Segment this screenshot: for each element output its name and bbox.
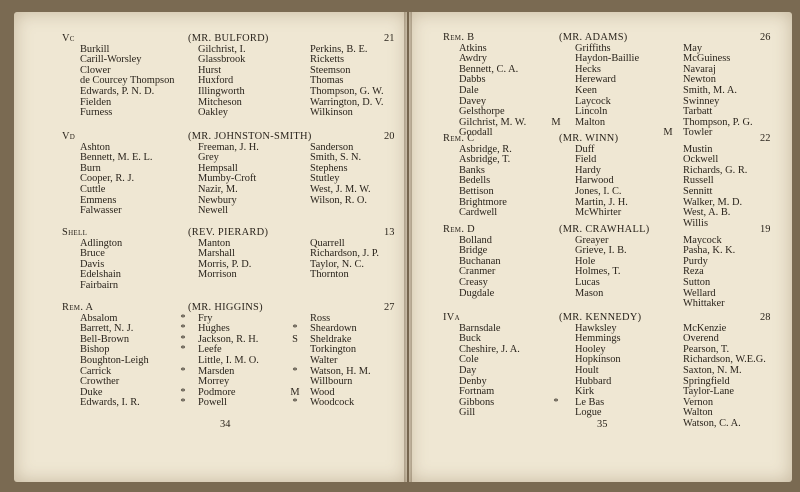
pupil-name: Saxton, N. M.: [683, 364, 742, 376]
pupil-name: Hoult: [575, 364, 599, 376]
pupil-name: Boughton-Leigh: [80, 354, 149, 366]
pupil-name: Richards, G. R.: [683, 164, 748, 176]
name-column: [575, 236, 627, 300]
form-name: Rem. D: [443, 224, 475, 235]
pupil-name: Oakley: [198, 107, 229, 119]
form-master: (MR. ADAMS): [559, 32, 628, 43]
name-column: [683, 324, 766, 430]
book-gutter: [404, 12, 412, 482]
pupil-name: Sheldrake: [310, 333, 352, 345]
name-column: [575, 145, 628, 219]
pupil-name: Fry: [198, 312, 213, 324]
pupil-name: Willis: [683, 217, 708, 229]
pupil-name: Fortnam: [459, 386, 495, 398]
pupil-name: Brightmore: [459, 196, 507, 208]
form-name: Rem. C: [443, 133, 475, 144]
pupil-name: Tarbatt: [683, 106, 713, 118]
pupil-name: Bell-Brown: [80, 333, 130, 345]
form-count: 19: [760, 224, 771, 235]
pupil-name: Hecks: [575, 63, 601, 75]
form-count: 22: [760, 133, 771, 144]
pupil-name: Bruce: [80, 248, 105, 260]
pupil-name: Leefe: [198, 344, 222, 356]
pupil-mark: *: [180, 323, 186, 335]
pupil-name: Newton: [683, 74, 716, 86]
pupil-name: Mustin: [683, 143, 713, 155]
pupil-name: Thomas: [310, 75, 344, 87]
form-master: (MR. KENNEDY): [559, 312, 642, 323]
name-column: [198, 239, 251, 281]
pupil-name: Richardson, W.E.G.: [683, 354, 766, 366]
name-column: [459, 324, 520, 419]
pupil-name: Reza: [683, 266, 704, 278]
form-master: (MR. WINN): [559, 133, 619, 144]
pupil-name: Gill: [459, 407, 476, 419]
pupil-name: Le Bas: [575, 396, 605, 408]
pupil-name: Freeman, J. H.: [198, 141, 259, 153]
name-column: [310, 45, 384, 119]
name-column: [80, 45, 174, 119]
pupil-name: Thompson, G. W.: [310, 85, 384, 97]
name-column: [575, 44, 639, 129]
pupil-name: West, A. B.: [683, 207, 731, 219]
pupil-name: Gilchrist, M. W.: [459, 116, 527, 128]
pupil-name: Wood: [310, 386, 335, 398]
pupil-name: Quarrell: [310, 237, 345, 249]
pupil-name: West, J. M. W.: [310, 183, 371, 195]
pupil-name: Cranmer: [459, 266, 496, 278]
pupil-name: Newbury: [198, 194, 237, 206]
pupil-mark: *: [180, 344, 186, 356]
pupil-name: Cuttle: [80, 183, 106, 195]
pupil-name: Hempsall: [198, 162, 238, 174]
name-column: [683, 145, 747, 230]
pupil-name: Malton: [575, 116, 606, 128]
pupil-name: Marsden: [198, 365, 235, 377]
pupil-name: Warrington, D. V.: [310, 96, 384, 108]
pupil-name: Whittaker: [683, 298, 725, 310]
pupil-name: Grey: [198, 152, 219, 164]
form-count: 28: [760, 312, 771, 323]
pupil-name: Hubbard: [575, 375, 612, 387]
pupil-name: Haydon-Baillie: [575, 53, 640, 65]
form-count: 27: [384, 302, 395, 313]
pupil-name: Jones, I. C.: [575, 185, 622, 197]
name-column: [459, 236, 501, 300]
pupil-name: Vernon: [683, 396, 714, 408]
pupil-name: Walton: [683, 407, 713, 419]
pupil-name: Hurst: [198, 64, 222, 76]
pupil-mark: *: [180, 386, 186, 398]
form-count: 13: [384, 227, 395, 238]
pupil-name: Jackson, R. H.: [198, 333, 259, 345]
pupil-name: Gibbons: [459, 396, 495, 408]
pupil-name: Hopkinson: [575, 354, 621, 366]
pupil-name: Edelshain: [80, 269, 121, 281]
pupil-name: Steemson: [310, 64, 351, 76]
pupil-name: Grieve, I. B.: [575, 245, 627, 257]
pupil-name: Hereward: [575, 74, 616, 86]
pupil-name: Hole: [575, 255, 596, 267]
pupil-name: Clower: [80, 64, 111, 76]
pupil-name: Carrick: [80, 365, 112, 377]
pupil-name: Field: [575, 154, 597, 166]
pupil-name: Smith, S. N.: [310, 152, 362, 164]
pupil-name: Cardwell: [459, 207, 498, 219]
pupil-name: Barrett, N. J.: [80, 323, 134, 335]
pupil-name: Dugdale: [459, 287, 495, 299]
pupil-name: Pearson, T.: [683, 343, 730, 355]
pupil-name: Davey: [459, 95, 487, 107]
pupil-name: Overend: [683, 333, 719, 345]
pupil-name: Ross: [310, 312, 331, 324]
pupil-name: Wellard: [683, 287, 716, 299]
pupil-name: Lucas: [575, 276, 600, 288]
pupil-name: Cheshire, J. A.: [459, 343, 520, 355]
pupil-name: Day: [459, 364, 477, 376]
form-master: (REV. PIERARD): [188, 227, 269, 238]
pupil-name: Griffiths: [575, 42, 611, 54]
pupil-name: Creasy: [459, 276, 488, 288]
form-name: Vd: [62, 131, 76, 142]
pupil-name: Laycock: [575, 95, 611, 107]
name-column: [683, 236, 735, 310]
page-number-right: 35: [597, 419, 608, 430]
pupil-name: Thornton: [310, 269, 349, 281]
pupil-name: Greayer: [575, 234, 609, 246]
pupil-name: Perkins, B. E.: [310, 43, 368, 55]
pupil-name: Sennitt: [683, 185, 713, 197]
pupil-name: Illingworth: [198, 85, 245, 97]
pupil-name: Marshall: [198, 248, 235, 260]
pupil-name: Sutton: [683, 276, 711, 288]
pupil-name: Taylor-Lane: [683, 386, 734, 398]
pupil-name: Denby: [459, 375, 487, 387]
pupil-name: Morris, P. D.: [198, 258, 252, 270]
pupil-name: de Courcey Thompson: [80, 75, 175, 87]
name-column: [683, 44, 753, 139]
pupil-name: Navaraj: [683, 63, 716, 75]
pupil-name: Absalom: [80, 312, 118, 324]
pupil-name: Carill-Worsley: [80, 54, 142, 66]
pupil-name: Burn: [80, 162, 101, 174]
pupil-name: Banks: [459, 164, 485, 176]
pupil-name: Hooley: [575, 343, 606, 355]
pupil-name: Burkill: [80, 43, 110, 55]
pupil-name: Bishop: [80, 344, 110, 356]
pupil-name: Willbourn: [310, 376, 353, 388]
pupil-name: Morrison: [198, 269, 237, 281]
pupil-name: Davis: [80, 258, 105, 270]
pupil-mark: M: [551, 116, 561, 128]
pupil-name: Falwasser: [80, 205, 122, 217]
form-name: Rem. B: [443, 32, 475, 43]
pupil-name: Newell: [198, 205, 229, 217]
pupil-name: Russell: [683, 175, 714, 187]
pupil-name: Little, I. M. O.: [198, 354, 259, 366]
pupil-name: Gilchrist, I.: [198, 43, 246, 55]
pupil-mark: S: [292, 333, 298, 345]
pupil-name: Powell: [198, 397, 227, 409]
pupil-name: Thompson, P. G.: [683, 116, 753, 128]
pupil-name: Wilkinson: [310, 107, 353, 119]
name-column: [198, 143, 259, 217]
pupil-name: Richardson, J. P.: [310, 248, 379, 260]
pupil-name: Hardy: [575, 164, 601, 176]
pupil-name: Maycock: [683, 234, 722, 246]
pupil-name: McWhirter: [575, 207, 622, 219]
name-column: [310, 143, 371, 207]
name-column: [80, 314, 149, 409]
name-column: [80, 239, 122, 292]
pupil-name: Watson, H. M.: [310, 365, 371, 377]
pupil-name: Bennett, M. E. L.: [80, 152, 153, 164]
pupil-name: Manton: [198, 237, 231, 249]
pupil-name: Goodall: [459, 127, 493, 139]
pupil-name: McGuiness: [683, 53, 731, 65]
form-count: 21: [384, 33, 395, 44]
pupil-name: Harwood: [575, 175, 614, 187]
pupil-name: Mitcheson: [198, 96, 242, 108]
pupil-name: Awdry: [459, 53, 487, 65]
pupil-name: Keen: [575, 84, 597, 96]
pupil-name: Stutley: [310, 173, 340, 185]
form-name: Rem. A: [62, 302, 94, 313]
form-name: IVa: [443, 312, 460, 323]
form-name: Shell: [62, 227, 88, 238]
pupil-name: Taylor, N. C.: [310, 258, 364, 270]
pupil-name: Asbridge, R.: [459, 143, 512, 155]
pupil-name: Bettison: [459, 185, 494, 197]
form-count: 20: [384, 131, 395, 142]
pupil-name: Watson, C. A.: [683, 417, 741, 429]
name-column: [459, 44, 526, 139]
pupil-name: Wilson, R. O.: [310, 194, 368, 206]
name-column: [310, 239, 379, 281]
pupil-name: Purdy: [683, 255, 708, 267]
pupil-name: Hawksley: [575, 322, 617, 334]
pupil-name: Stephens: [310, 162, 348, 174]
pupil-name: Nazir, M.: [198, 183, 238, 195]
pupil-name: Bedells: [459, 175, 491, 187]
pupil-name: Lincoln: [575, 106, 608, 118]
pupil-mark: M: [290, 386, 300, 398]
pupil-mark: *: [180, 312, 186, 324]
pupil-mark: *: [292, 323, 298, 335]
pupil-name: Walker, M. D.: [683, 196, 743, 208]
pupil-name: Crowther: [80, 376, 120, 388]
pupil-name: Barnsdale: [459, 322, 501, 334]
pupil-name: Ockwell: [683, 154, 719, 166]
form-master: (MR. CRAWHALL): [559, 224, 650, 235]
name-column: [310, 314, 371, 409]
pupil-name: Mason: [575, 287, 604, 299]
pupil-name: Bolland: [459, 234, 492, 246]
pupil-name: Fielden: [80, 96, 112, 108]
pupil-name: Springfield: [683, 375, 730, 387]
pupil-name: Kirk: [575, 386, 595, 398]
pupil-name: Gelsthorpe: [459, 106, 505, 118]
pupil-name: Atkins: [459, 42, 487, 54]
pupil-name: Logue: [575, 407, 602, 419]
pupil-name: Smith, M. A.: [683, 84, 737, 96]
pupil-name: Woodcock: [310, 397, 355, 409]
pupil-name: Towler: [683, 127, 713, 139]
pupil-name: May: [683, 42, 703, 54]
pupil-name: Bridge: [459, 245, 488, 257]
name-column: [459, 145, 512, 219]
pupil-name: Dabbs: [459, 74, 486, 86]
pupil-mark: *: [180, 333, 186, 345]
name-column: [198, 314, 259, 409]
pupil-name: Sheardown: [310, 323, 357, 335]
pupil-mark: *: [180, 365, 186, 377]
pupil-name: Walter: [310, 354, 338, 366]
form-count: 26: [760, 32, 771, 43]
pupil-mark: *: [292, 397, 298, 409]
pupil-name: Swinney: [683, 95, 720, 107]
pupil-name: Duke: [80, 386, 103, 398]
name-column: [575, 324, 621, 419]
pupil-name: Ashton: [80, 141, 111, 153]
pupil-name: Fairbairn: [80, 279, 119, 291]
pupil-mark: *: [292, 365, 298, 377]
pupil-name: Mumby-Croft: [198, 173, 257, 185]
pupil-name: Buck: [459, 333, 481, 345]
page-number-left: 34: [220, 419, 231, 430]
pupil-name: Bennett, C. A.: [459, 63, 519, 75]
pupil-name: Morrey: [198, 376, 230, 388]
name-column: [198, 45, 246, 119]
pupil-name: Emmens: [80, 194, 117, 206]
pupil-name: Podmore: [198, 386, 236, 398]
pupil-name: Hemmings: [575, 333, 621, 345]
name-column: [80, 143, 152, 217]
pupil-name: Cole: [459, 354, 479, 366]
pupil-name: Pasha, K. K.: [683, 245, 736, 257]
pupil-name: Cooper, R. J.: [80, 173, 135, 185]
pupil-name: Buchanan: [459, 255, 501, 267]
pupil-name: Martin, J. H.: [575, 196, 628, 208]
form-name: Vc: [62, 33, 75, 44]
pupil-name: Glassbrook: [198, 54, 246, 66]
pupil-name: Holmes, T.: [575, 266, 621, 278]
pupil-name: Dale: [459, 84, 479, 96]
pupil-name: McKenzie: [683, 322, 727, 334]
pupil-name: Duff: [575, 143, 595, 155]
pupil-name: Ricketts: [310, 54, 345, 66]
pupil-name: Torkington: [310, 344, 357, 356]
form-master: (MR. BULFORD): [188, 33, 269, 44]
pupil-mark: *: [553, 396, 559, 408]
form-master: (MR. JOHNSTON-SMITH): [188, 131, 312, 142]
pupil-name: Hughes: [198, 323, 230, 335]
pupil-mark: *: [180, 397, 186, 409]
pupil-mark: M: [663, 127, 673, 139]
pupil-name: Asbridge, T.: [459, 154, 511, 166]
form-master: (MR. HIGGINS): [188, 302, 263, 313]
pupil-name: Furness: [80, 107, 113, 119]
pupil-name: Huxford: [198, 75, 234, 87]
pupil-name: Adlington: [80, 237, 123, 249]
pupil-name: Sanderson: [310, 141, 354, 153]
pupil-name: Edwards, P. N. D.: [80, 85, 155, 97]
pupil-name: Edwards, I. R.: [80, 397, 140, 409]
